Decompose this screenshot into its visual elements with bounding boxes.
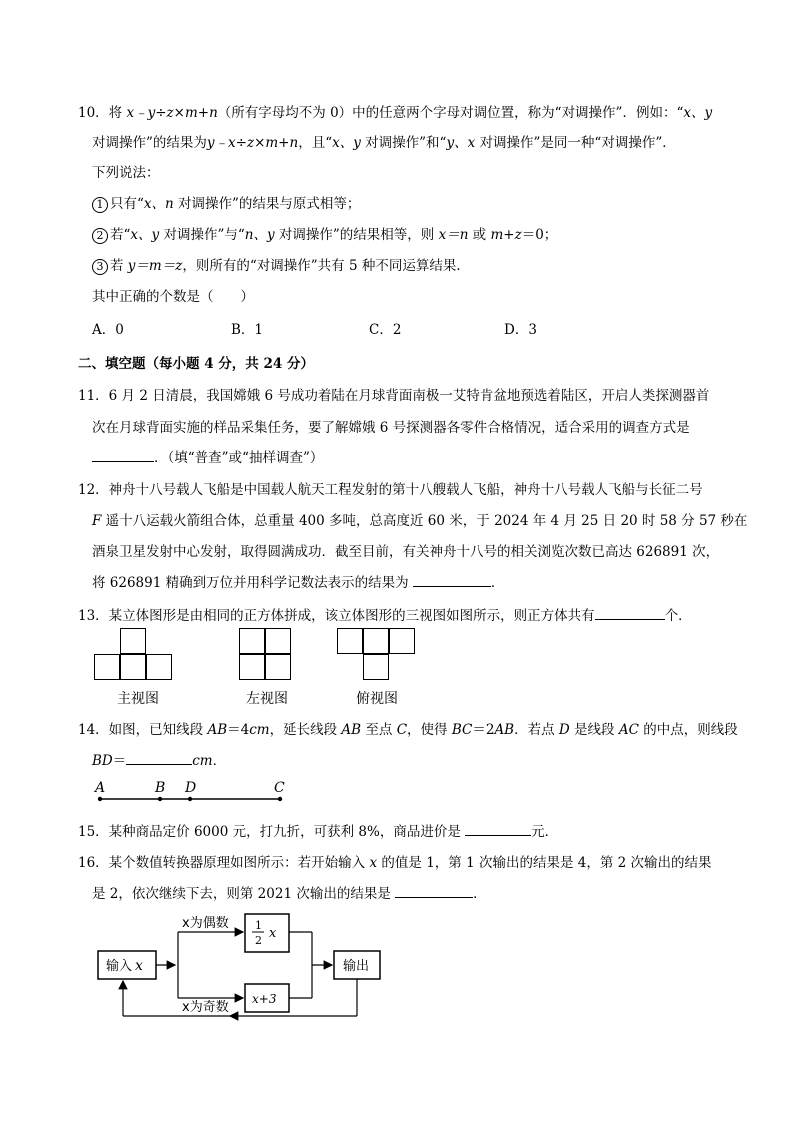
text: ，且“ <box>298 135 333 151</box>
text: C <box>396 722 408 738</box>
text: 对调操作”的结果为 <box>92 135 207 151</box>
point-label-d: D <box>185 780 197 796</box>
even-label: x为偶数 <box>182 916 229 931</box>
q12-line1 <box>78 478 703 498</box>
section-heading: 二、填空题（每小题 4 分，共 24 分） <box>78 356 314 372</box>
top-view-caption: 俯视图 <box>356 691 398 707</box>
left-view-figure <box>239 628 295 684</box>
text: y＝m＝z <box>127 258 183 274</box>
half-var: x <box>269 926 277 941</box>
segment-figure <box>90 776 300 808</box>
text: ． <box>212 753 227 769</box>
text: 对调操作”与“ <box>159 227 245 243</box>
text: 16．某个数值转换器原理如图所示：若开始输入 <box>78 855 370 871</box>
q12-line2 <box>92 509 747 529</box>
text: m+z <box>490 227 522 243</box>
left-view-caption: 左视图 <box>246 691 288 707</box>
top-view-cell <box>337 628 363 654</box>
text: 是 2，依次继续下去，则第 2021 次输出的结果是 <box>92 886 396 902</box>
q11-line3 <box>92 446 323 466</box>
front-view-caption: 主视图 <box>117 691 159 707</box>
q10-statement-2 <box>92 223 557 244</box>
odd-label: x为奇数 <box>182 1000 229 1015</box>
text: 的值是 1，第 1 次输出的结果是 4，第 2 次输出的结果 <box>377 855 712 871</box>
top-view-cell <box>363 654 389 680</box>
q10-ask <box>92 285 254 305</box>
option-label: B．1 <box>231 322 264 338</box>
text: 对调操作”的结果相等，则 <box>274 227 439 243</box>
text: 对调操作”的结果与原式相等； <box>173 196 361 212</box>
answer-blank[interactable] <box>413 572 491 587</box>
option-label: C．2 <box>369 322 402 338</box>
top-view-cell <box>363 628 389 654</box>
text: x＝n <box>438 227 469 243</box>
point-label-b: B <box>155 780 166 796</box>
text: 11．6 月 2 日清晨，我国嫦娥 6 号成功着陆在月球背面南极一艾特肯盆地预选着陆区，开启人类探测器首 <box>78 388 710 404</box>
point-label-c: C <box>274 780 285 796</box>
converter-diagram <box>90 910 400 1030</box>
point-label-a: A <box>95 780 106 796</box>
front-view-cell <box>120 628 146 654</box>
q16-line2 <box>92 882 487 902</box>
text: ＝ <box>112 753 127 769</box>
circle-number-icon: 1 <box>92 197 108 213</box>
output-label: 输出 <box>343 959 370 974</box>
text: 或 <box>468 227 491 243</box>
text: AB <box>494 722 515 738</box>
left-view-cell <box>265 654 291 680</box>
q12-line3 <box>92 540 719 560</box>
q16-line1 <box>78 851 712 871</box>
circle-number-icon: 2 <box>92 228 108 244</box>
text: AB <box>207 722 228 738</box>
text: AB <box>341 722 362 738</box>
front-view-figure <box>94 628 176 684</box>
text: ，使得 <box>407 722 452 738</box>
text: 次在月球背面实施的样品采集任务，要了解嫦娥 6 号探测器各零件合格情况，适合采用的调查方式是 <box>92 420 690 436</box>
text: AC <box>618 722 639 738</box>
text: 其中正确的个数是（ ） <box>92 289 254 305</box>
input-label: 输入 <box>106 959 133 974</box>
front-view-cell <box>120 654 146 680</box>
q14-line1 <box>78 718 738 738</box>
q10-option-a <box>92 318 124 338</box>
text: x、y <box>130 227 160 243</box>
answer-blank[interactable] <box>465 821 531 836</box>
text: y、x <box>446 135 476 151</box>
left-view-cell <box>239 628 265 654</box>
text: ． <box>473 886 487 902</box>
q10-line1 <box>78 101 712 121</box>
q10-option-c <box>369 318 401 338</box>
input-var: x <box>135 958 143 974</box>
option-label: D．3 <box>504 322 537 338</box>
q14-line2 <box>92 749 226 769</box>
text: BD <box>92 753 113 769</box>
text: x、y <box>332 135 361 151</box>
q10-option-b <box>231 318 263 338</box>
text: 元． <box>531 824 559 840</box>
q15-line1 <box>78 820 558 840</box>
text: 是线段 <box>569 722 619 738</box>
text: 15．某种商品定价 6000 元，打九折，可获利 8%，商品进价是 <box>78 824 466 840</box>
text: 对调操作”是同一种“对调操作”． <box>475 135 676 151</box>
text: BC <box>451 722 473 738</box>
text: n、y <box>244 227 275 243</box>
text: ＝4 <box>227 722 250 738</box>
text: 只有“ <box>110 196 144 212</box>
half-box <box>245 914 289 952</box>
text: ，则所有的“对调操作”共有 5 种不同运算结果． <box>182 258 470 274</box>
circle-number-icon: 3 <box>92 259 108 275</box>
text: 酒泉卫星发射中心发射，取得圆满成功．截至目前，有关神舟十八号的相关浏览次数已高达 626891 次， <box>92 544 720 560</box>
q10-statement-1 <box>92 192 360 213</box>
q11-line2 <box>92 416 690 436</box>
text: 13．某立体图形是由相同的正方体拼成，该立体图形的三视图如图所示，则正方体共有 <box>78 608 595 624</box>
text: ．（填“普查”或“抽样调查”） <box>154 450 324 466</box>
text: ＝2 <box>472 722 495 738</box>
expression: y﹣x÷z×m+n <box>206 135 299 151</box>
plus3-label: x+3 <box>252 992 277 1006</box>
text: 10．将 <box>78 105 127 121</box>
front-view-cell <box>94 654 120 680</box>
text: 遥十八运载火箭组合体，总重量 400 多吨，总高度近 60 米，于 2024 年 4 月 25 日 20 时 58 分 57 秒在 <box>101 513 748 529</box>
left-view-cell <box>239 654 265 680</box>
front-view-cell <box>146 654 172 680</box>
q11-line1 <box>78 384 709 404</box>
text: （所有字母均不为 0）中的任意两个字母对调位置，称为“对调操作”．例如：“ <box>217 105 684 121</box>
text: 14．如图，已知线段 <box>78 722 208 738</box>
text: x <box>369 855 378 871</box>
top-view-figure <box>337 628 419 684</box>
q13-line1 <box>78 604 692 624</box>
text: x、y <box>683 105 713 121</box>
q10-option-d <box>504 318 537 338</box>
text: 12．神舟十八号载人飞船是中国载人航天工程发射的第十八艘载人飞船，神舟十八号载人飞船与长征二号 <box>78 482 703 498</box>
text: F <box>92 513 102 529</box>
q10-statement-3 <box>92 254 470 275</box>
text: x、n <box>143 196 174 212</box>
expression: x﹣y÷z×m+n <box>126 105 218 121</box>
half-numerator: 1 <box>255 919 262 932</box>
half-denominator: 2 <box>255 934 262 947</box>
point-c <box>278 797 282 801</box>
text: ，延长线段 <box>269 722 342 738</box>
point-d <box>188 797 192 801</box>
answer-blank[interactable] <box>595 605 665 620</box>
text: cm <box>249 722 270 738</box>
text: ． <box>490 575 505 591</box>
text: 个． <box>664 608 692 624</box>
text: 将 626891 精确到万位并用科学记数法表示的结果为 <box>92 575 413 591</box>
text: 若“ <box>110 227 131 243</box>
text: ＝0； <box>521 227 558 243</box>
q10-line3 <box>92 161 160 181</box>
option-label: A．0 <box>92 322 124 338</box>
text: D <box>558 722 570 738</box>
text: 至点 <box>361 722 397 738</box>
answer-blank[interactable] <box>395 883 473 898</box>
text: 对调操作”和“ <box>360 135 447 151</box>
text: 的中点，则线段 <box>638 722 738 738</box>
answer-blank[interactable] <box>92 447 154 462</box>
text: cm <box>192 753 213 769</box>
left-view-cell <box>265 628 291 654</box>
point-b <box>158 797 162 801</box>
q12-line4 <box>92 571 504 591</box>
top-view-cell <box>389 628 415 654</box>
q10-line2 <box>92 131 676 151</box>
point-a <box>98 797 102 801</box>
text: 下列说法： <box>92 165 160 181</box>
text: ．若点 <box>514 722 559 738</box>
text: 若 <box>110 258 128 274</box>
answer-blank[interactable] <box>126 750 192 765</box>
